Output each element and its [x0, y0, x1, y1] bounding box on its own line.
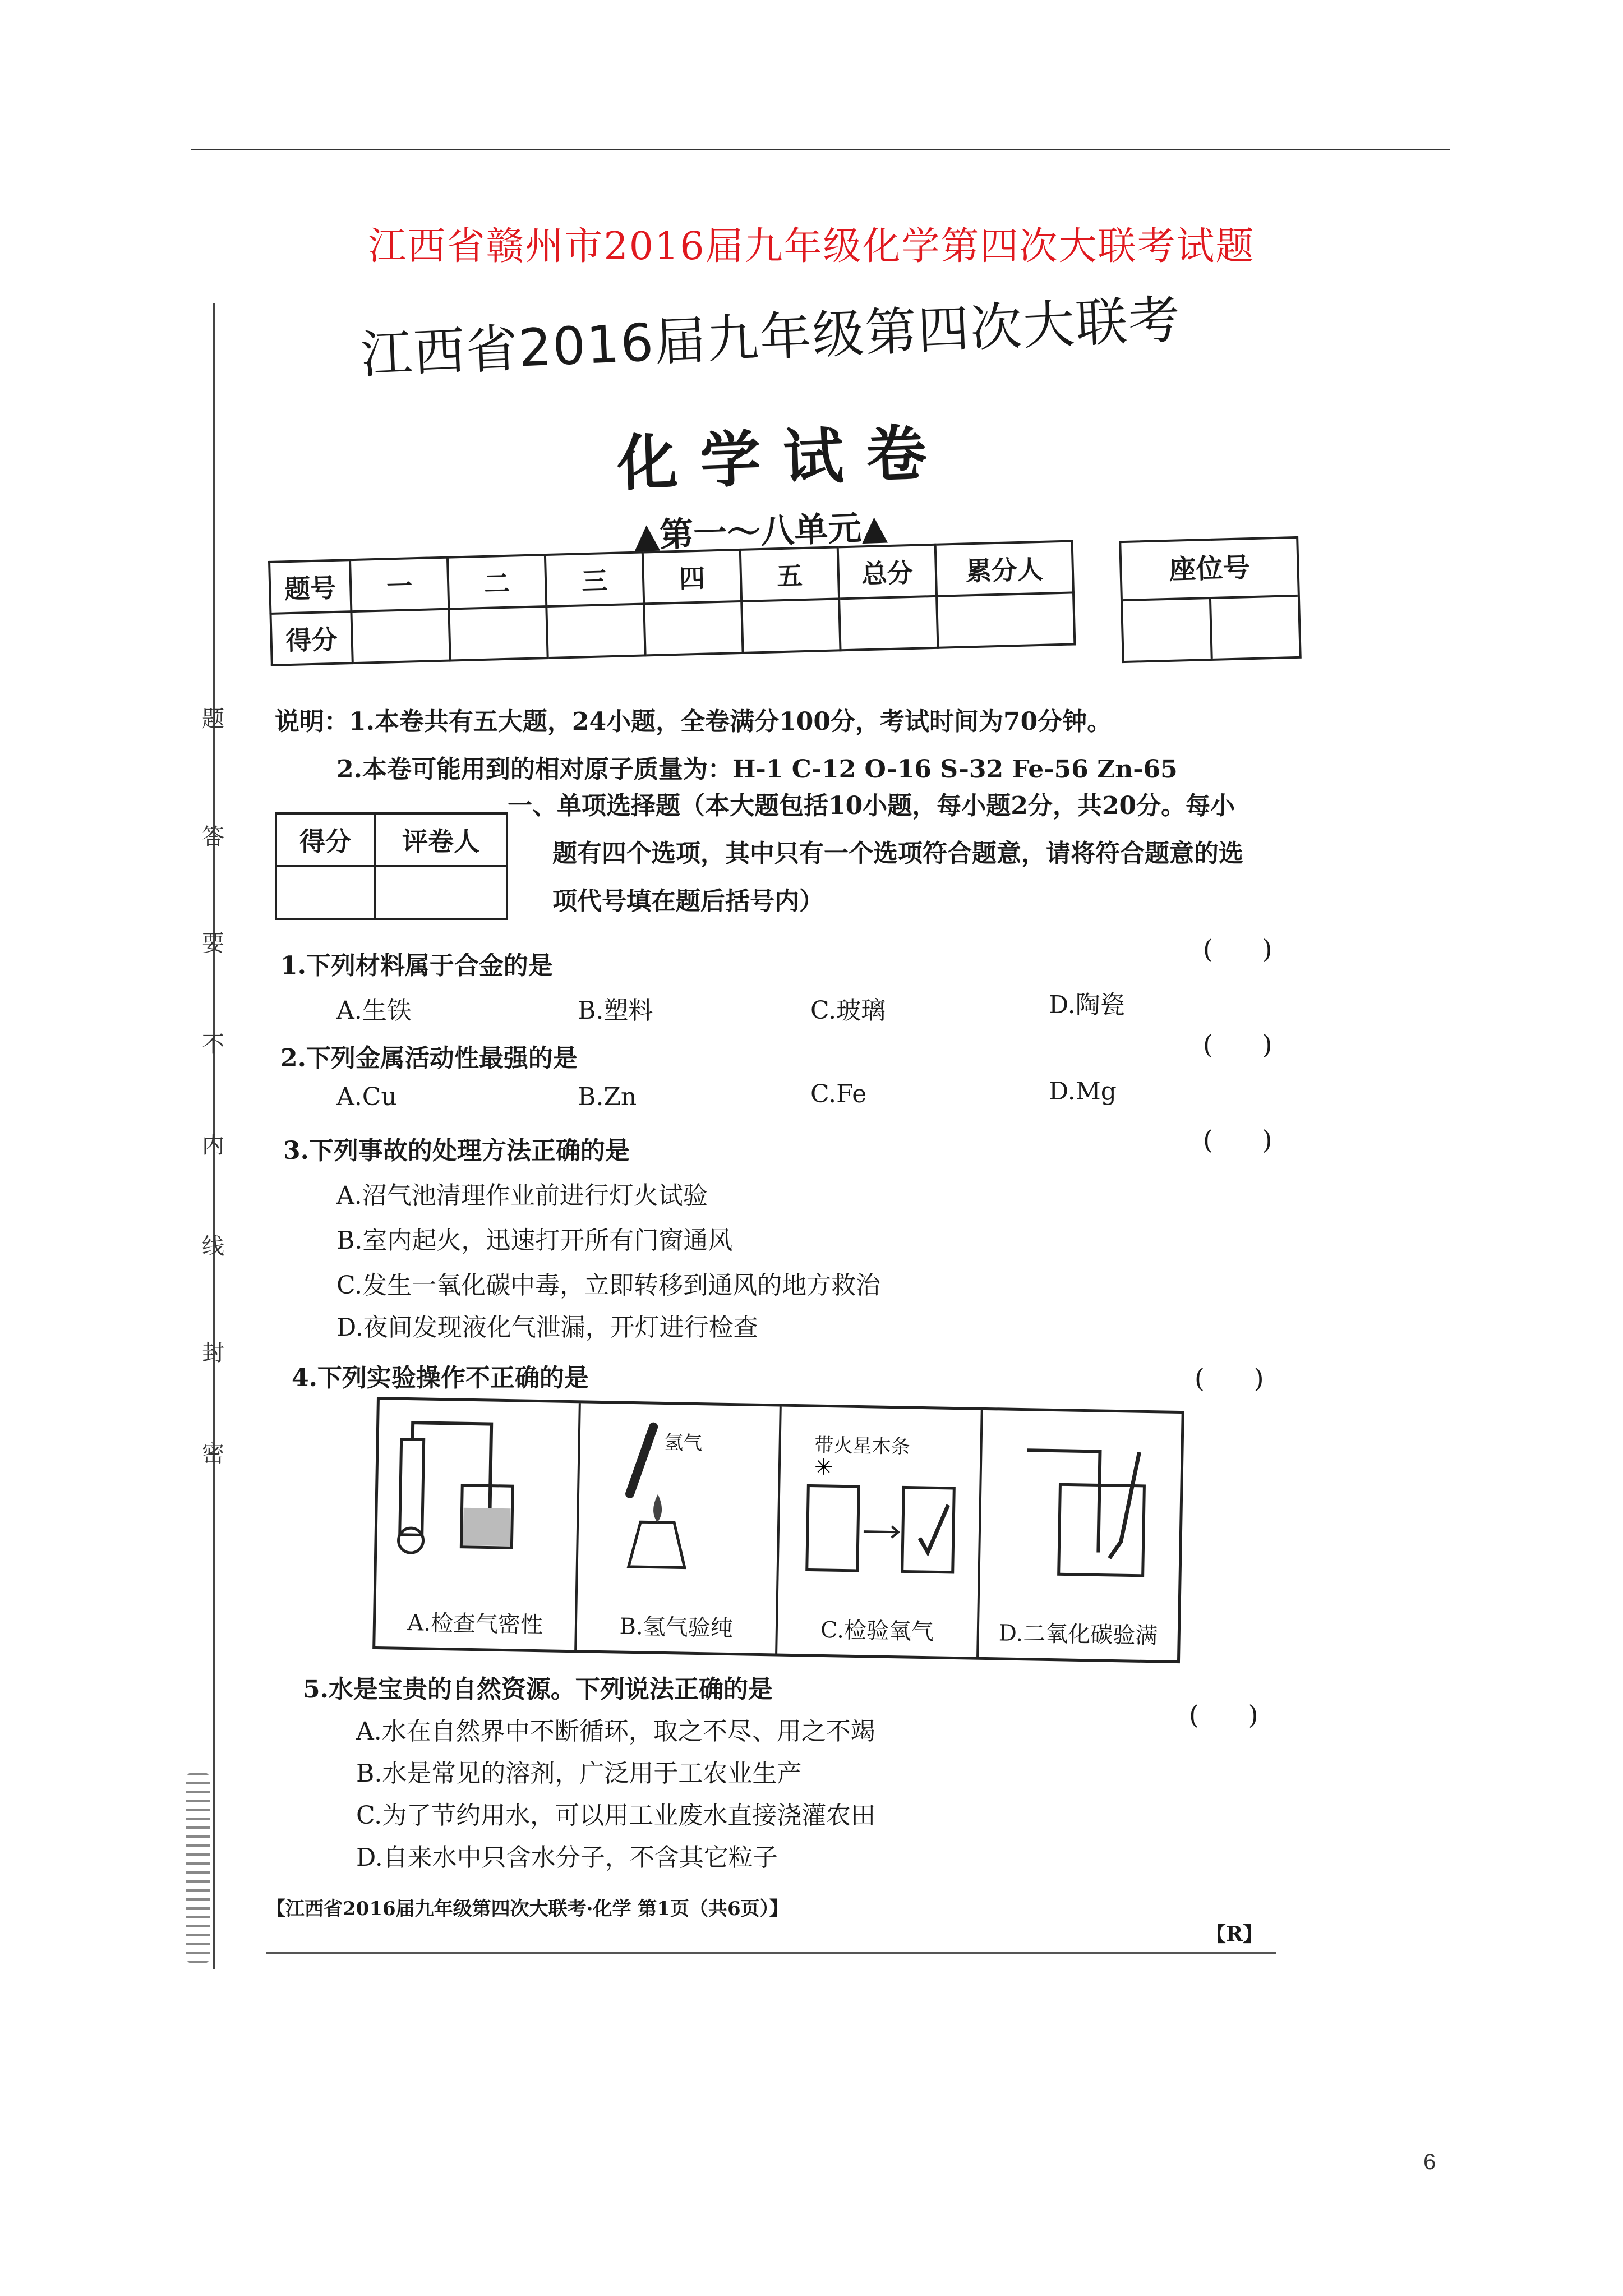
- question-stem: 2.下列金属活动性最强的是: [280, 1044, 578, 1073]
- option: C.发生一氧化碳中毒，立即转移到通风的地方救治: [336, 1271, 881, 1300]
- section1-line-3: 项代号填在题后括号内）: [552, 887, 824, 915]
- option: D.自来水中只含水分子，不含其它粒子: [356, 1843, 778, 1872]
- score-table: [268, 540, 1076, 666]
- option: B.水是常见的溶剂，广泛用于工农业生产: [356, 1759, 802, 1788]
- score-cell: [351, 609, 450, 664]
- exam-subject: 化学试卷: [616, 417, 951, 500]
- score-cell: [937, 592, 1075, 647]
- score-cell: [741, 599, 840, 653]
- question-stem: 1.下列材料属于合金的是: [280, 951, 553, 980]
- binding-char: 题: [202, 706, 224, 732]
- score-cell: [839, 596, 938, 651]
- panel-b: [577, 1403, 782, 1653]
- seat-cell: [1123, 599, 1213, 661]
- spiral-binding: [186, 1773, 210, 1963]
- binding-char: 内: [202, 1133, 224, 1158]
- airtightness-apparatus-icon: [376, 1400, 531, 1604]
- option: C.为了节约用水，可以用工业废水直接浇灌农田: [356, 1801, 876, 1830]
- answer-bracket: ( ): [1203, 1125, 1272, 1155]
- option: A.沼气池清理作业前进行灯火试验: [336, 1181, 708, 1210]
- option: C.Fe: [810, 1080, 867, 1108]
- score-header: 四: [643, 550, 741, 604]
- seat-number-box: [1119, 536, 1302, 663]
- panel-a: [375, 1400, 580, 1650]
- answer-bracket: ( ): [1203, 934, 1272, 964]
- score-header: 五: [740, 547, 839, 601]
- binding-char: 不: [202, 1032, 224, 1057]
- option: B.塑料: [578, 996, 653, 1025]
- score-header: 三: [545, 553, 644, 607]
- panel-b-caption: B.氢气验纯: [619, 1613, 734, 1642]
- notes-line-2: 2.本卷可能用到的相对原子质量为：H-1 C-12 O-16 S-32 Fe-56 Zn-65: [336, 755, 1178, 784]
- binding-char: 封: [202, 1340, 224, 1366]
- score-cell: [449, 606, 547, 661]
- answer-bracket: ( ): [1203, 1029, 1272, 1060]
- exam-title: 江西省2016届九年级第四次大联考: [359, 289, 1183, 385]
- panel-c-caption: C.检验氧气: [820, 1617, 934, 1645]
- svg-text:✳: ✳: [814, 1454, 833, 1481]
- notes-line-1: 说明：1.本卷共有五大题，24小题，全卷满分100分，考试时间为70分钟。: [275, 707, 1112, 736]
- hydrogen-purity-apparatus-icon: [577, 1403, 732, 1608]
- binding-char: 要: [202, 931, 224, 956]
- binding-char: 密: [202, 1441, 224, 1467]
- section1-line-1: 一、单项选择题（本大题包括10小题，每小题2分，共20分。每小: [508, 792, 1235, 820]
- question-stem: 5.水是宝贵的自然资源。下列说法正确的是: [303, 1675, 773, 1704]
- page-footer-code: 【R】: [1206, 1922, 1263, 1946]
- document-title: 江西省赣州市2016届九年级化学第四次大联考试题: [368, 224, 1255, 269]
- question-stem: 4.下列实验操作不正确的是: [292, 1364, 589, 1392]
- panel-d-caption: D.二氧化碳验满: [998, 1620, 1158, 1649]
- hydrogen-label: 氢气: [663, 1431, 703, 1455]
- seat-label: 座位号: [1121, 539, 1298, 601]
- option: B.室内起火，迅速打开所有门窗通风: [336, 1226, 733, 1255]
- score-header: 一: [350, 558, 449, 612]
- panel-d: [979, 1410, 1182, 1660]
- score-header: 总分: [838, 545, 937, 599]
- score-header: 累分人: [935, 541, 1073, 596]
- option: D.夜间发现液化气泄漏，开灯进行检查: [336, 1313, 758, 1342]
- grader-table: [275, 812, 508, 920]
- apparatus-figure: [372, 1397, 1184, 1663]
- option: A.生铁: [336, 996, 412, 1025]
- binding-char: 线: [202, 1234, 224, 1259]
- grader-name-label: 评卷人: [375, 813, 507, 866]
- score-header: 题号: [269, 560, 351, 614]
- option: D.Mg: [1049, 1077, 1117, 1106]
- answer-bracket: ( ): [1189, 1700, 1258, 1730]
- option: A.Cu: [336, 1083, 397, 1111]
- section1-line-2: 题有四个选项，其中只有一个选项符合题意，请将符合题意的选: [552, 839, 1243, 868]
- header-rule: [191, 149, 1450, 150]
- panel-a-caption: A.检查气密性: [407, 1610, 543, 1639]
- co2-full-test-apparatus-icon: [979, 1410, 1184, 1616]
- option: B.Zn: [578, 1083, 637, 1111]
- answer-bracket: ( ): [1195, 1363, 1264, 1393]
- grader-score-label: 得分: [276, 813, 375, 866]
- seat-cell: [1211, 597, 1299, 659]
- score-header: 二: [448, 555, 546, 609]
- score-cell: [644, 601, 743, 656]
- option: A.水在自然界中不断循环，取之不尽、用之不竭: [356, 1717, 875, 1746]
- score-row-label: 得分: [270, 611, 352, 665]
- page-footer: 【江西省2016届九年级第四次大联考·化学 第1页（共6页）】: [266, 1898, 789, 1920]
- panel-c: [777, 1407, 983, 1657]
- exam-units: ▲第一～八单元▲: [633, 508, 888, 556]
- binding-char: 答: [202, 824, 224, 850]
- option: C.玻璃: [810, 996, 886, 1025]
- page-number: 6: [1423, 2150, 1436, 2174]
- footer-rule: [266, 1952, 1276, 1954]
- splint-label: 带火星木条: [814, 1434, 910, 1458]
- option: D.陶瓷: [1049, 991, 1125, 1019]
- grader-cell: [276, 866, 375, 919]
- question-stem: 3.下列事故的处理方法正确的是: [283, 1137, 630, 1165]
- grader-cell: [375, 866, 507, 919]
- score-cell: [546, 604, 645, 658]
